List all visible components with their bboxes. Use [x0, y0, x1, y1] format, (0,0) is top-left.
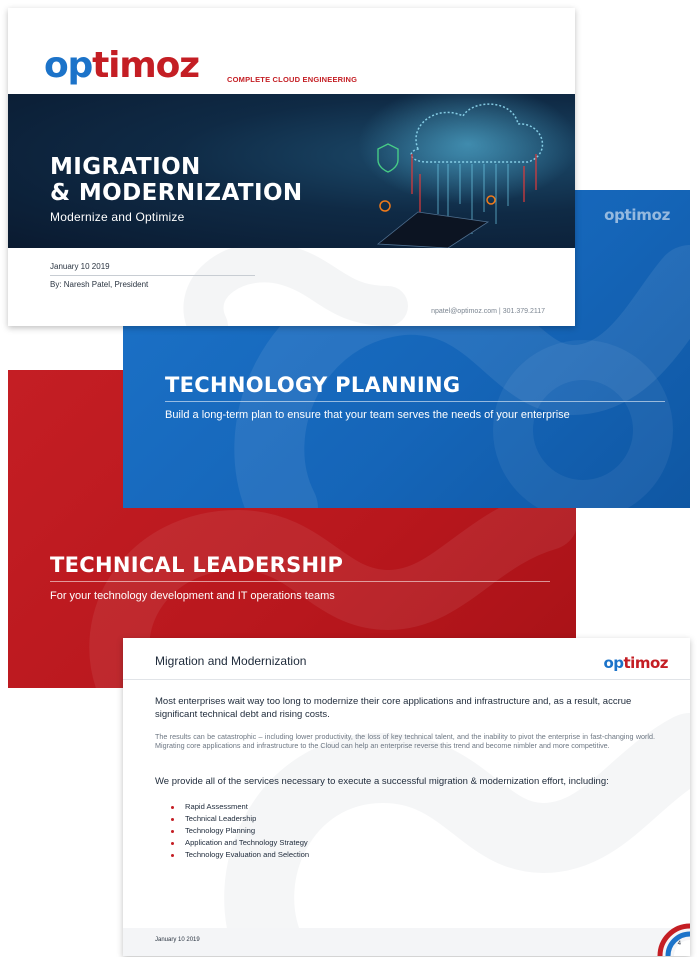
logo-rest: timoz [623, 654, 668, 672]
presentation-title [50, 154, 303, 206]
logo-rest: timoz [92, 45, 199, 86]
slide-title [8, 8, 575, 326]
page-number: 4 [677, 941, 681, 947]
brand-logo [44, 45, 199, 86]
slide-migration-content [123, 638, 690, 956]
brand-logo [603, 654, 668, 672]
list-item: Technology Planning [171, 825, 309, 837]
title-divider [50, 581, 550, 582]
leadership-subtitle: For your technology development and IT operations teams [50, 590, 335, 602]
list-item: Technology Evaluation and Selection [171, 849, 309, 861]
title-line-2: & MODERNIZATION [50, 180, 303, 206]
list-item: Rapid Assessment [171, 801, 309, 813]
footer-band [123, 928, 690, 956]
header-divider [123, 679, 690, 680]
presentation-author: By: Naresh Patel, President [50, 280, 149, 289]
logo-lead: op [603, 654, 624, 672]
hero-banner [8, 94, 575, 248]
services-list [171, 801, 309, 861]
presentation-date: January 10 2019 [50, 262, 110, 271]
logo-lead: op [44, 45, 93, 86]
brand-logo: optimoz [604, 206, 670, 224]
services-heading: We provide all of the services necessary to execute a successful migration & modernization effort, including: [155, 776, 609, 787]
slide-heading: Migration and Modernization [155, 654, 307, 668]
presentation-subtitle: Modernize and Optimize [50, 210, 185, 224]
planning-subtitle: Build a long-term plan to ensure that your team serves the needs of your enterprise [165, 409, 570, 421]
title-divider [165, 401, 665, 402]
leadership-title: TECHNICAL LEADERSHIP [50, 553, 344, 577]
title-line-1: MIGRATION [50, 154, 201, 180]
date-divider [50, 275, 255, 276]
page-badge-icon [656, 922, 690, 956]
body-paragraph: The results can be catastrophic – including lower productivity, the loss of key technical talent, and the inability to pivot the enterprise in fast-changing world. Migrating core applications and infrastructure to the Cloud can help an enterprise reverse this trend and become nimbler and more competitive. [155, 732, 655, 751]
intro-paragraph: Most enterprises wait way too long to modernize their core applications and infrastructure and, as a result, accrue significant technical debt and rising costs. [155, 696, 632, 720]
brand-tagline: COMPLETE CLOUD ENGINEERING [227, 75, 358, 84]
planning-title: TECHNOLOGY PLANNING [165, 373, 461, 397]
watermark-logo-icon [123, 638, 690, 956]
footer-date: January 10 2019 [155, 937, 200, 943]
list-item: Technical Leadership [171, 813, 309, 825]
contact-info: npatel@optimoz.com | 301.379.2117 [431, 308, 545, 315]
list-item: Application and Technology Strategy [171, 837, 309, 849]
cloud-circuit-icon [348, 94, 575, 248]
